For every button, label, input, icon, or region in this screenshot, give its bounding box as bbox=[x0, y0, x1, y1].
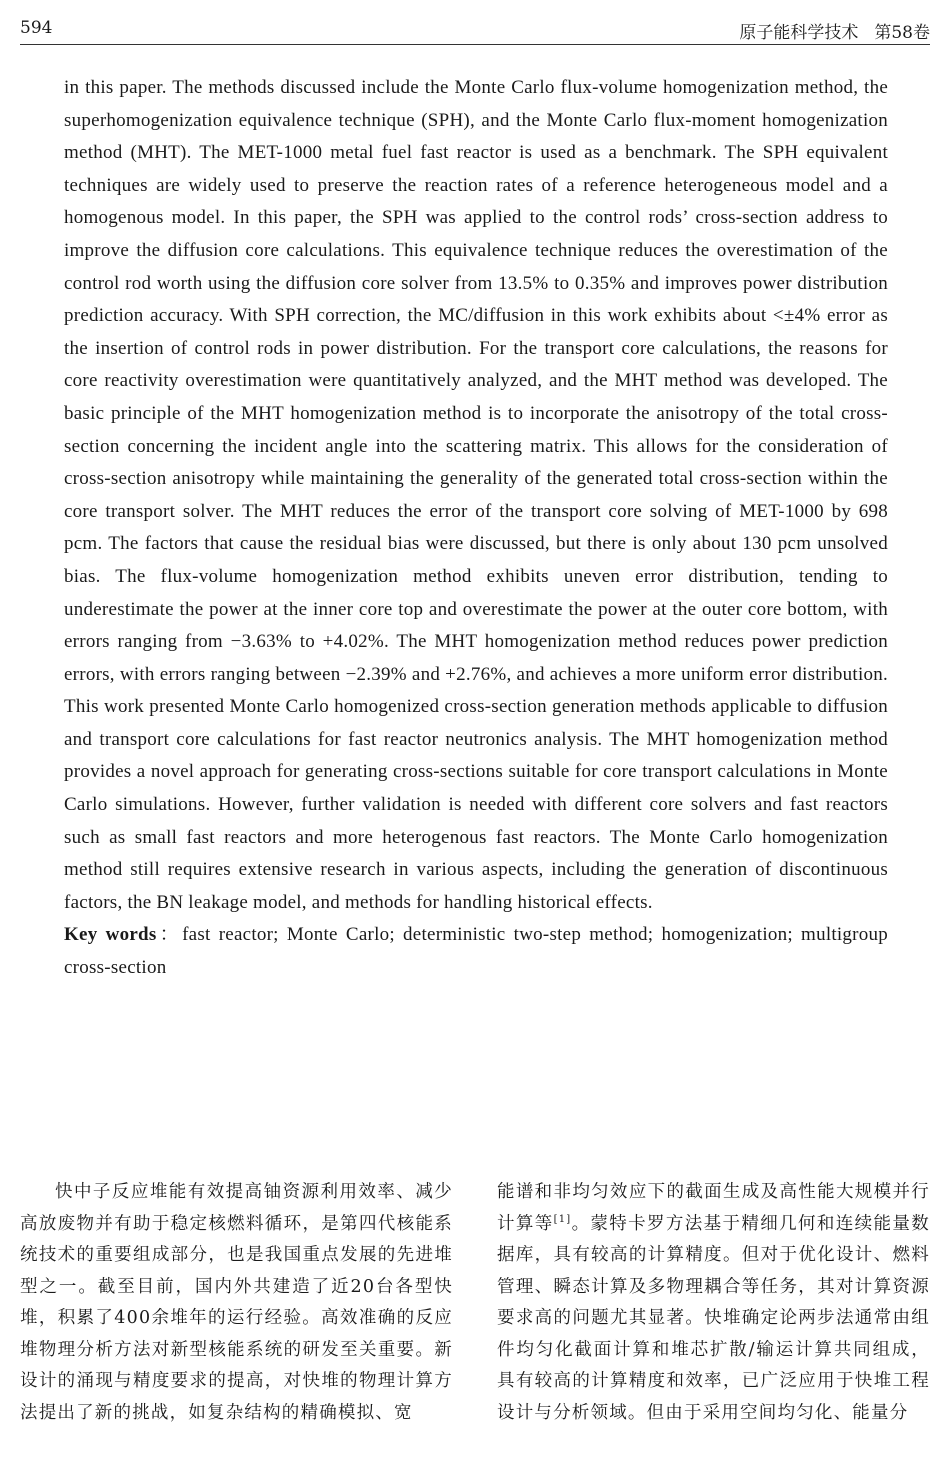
english-abstract bbox=[64, 72, 888, 985]
body-left-column bbox=[20, 1177, 453, 1429]
keywords bbox=[64, 919, 888, 984]
page-number: 594 bbox=[20, 18, 53, 38]
body-text: 。蒙特卡罗方法基于精细几何和连续能量数据库，具有较高的计算精度。但对于优化设计、燃料管理、瞬态计算及多物理耦合等任务，其对计算资源要求高的问题尤其显著。快堆确定论两步法通常由组件均匀化截面计算和堆芯扩散/输运计算共同组成，具有较高的计算精度和效率，已广泛应用于快堆工程设计与分析领域。但由于采用空间均匀化、能量分 bbox=[497, 1213, 930, 1423]
citation-ref[interactable]: [1] bbox=[553, 1213, 572, 1225]
body-paragraph-continued bbox=[497, 1177, 930, 1429]
abstract-text: in this paper. The methods discussed include the Monte Carlo flux-volume homogenization method, the superhomogenization equivalence technique (SPH), and the Monte Carlo flux-moment homogenization method (MHT). The MET-1000 metal fuel fast reactor is used as a benchmark. The SPH equivalent techniques are widely used to preserve the reaction rates of a reference heterogeneous model and a homogenous model. In this paper, the SPH was applied to the control rods’ cross-section address to improve the diffusion core calculations. This equivalence technique reduces the overestimation of the control rod worth using the diffusion core solver from 13.5% to 0.35% and improves power distribution prediction accuracy. With SPH correction, the MC/diffusion in this work exhibits about <±4% error as the insertion of control rods in power distribution. For the transport core calculations, the reasons for core reactivity overestimation were quantitatively analyzed, and the MHT method was developed. The basic principle of the MHT homogenization method is to incorporate the anisotropy of the total cross-section concerning the incident angle into the scattering matrix. This allows for the consideration of cross-section anisotropy while maintaining the generality of the generated total cross-section within the core transport solver. The MHT reduces the error of the transport core solving of MET-1000 by 698 pcm. The factors that cause the residual bias were discussed, but there is only about 130 pcm unsolved bias. The flux-volume homogenization method exhibits uneven error distribution, tending to underestimate the power at the inner core top and overestimate the power at the outer core bottom, with errors ranging from −3.63% to +4.02%. The MHT homogenization method reduces power prediction errors, with errors ranging between −2.39% and +2.76%, and achieves a more uniform error distribution. This work presented Monte Carlo homogenized cross-section generation methods applicable to diffusion and transport core calculations for fast reactor neutronics analysis. The MHT homogenization method provides a novel approach for generating cross-sections suitable for core transport calculations in Monte Carlo simulations. However, further validation is needed with different core solvers and fast reactors such as small fast reactors and more heterogenous fast reactors. The Monte Carlo homogenization method still requires extensive research in various aspects, including the generation of discontinuous factors, the BN leakage model, and methods for handling historical effects. bbox=[64, 77, 888, 913]
keywords-label: Key words bbox=[64, 924, 157, 946]
body-right-column bbox=[497, 1177, 930, 1429]
journal-name: 原子能科学技术 bbox=[739, 23, 859, 43]
running-header bbox=[20, 16, 930, 45]
body-text: 能谱和非均匀效应下的截面生成及高性能大规模并行计算等 bbox=[497, 1182, 930, 1234]
keywords-separator: ： bbox=[156, 924, 183, 946]
volume-label: 第58卷 bbox=[874, 23, 930, 43]
journal-info bbox=[739, 18, 930, 43]
keywords-text: fast reactor; Monte Carlo; deterministic two-step method; homogenization; multigroup cross-section bbox=[64, 924, 888, 979]
body-paragraph: 快中子反应堆能有效提高铀资源利用效率、减少高放废物并有助于稳定核燃料循环，是第四代核能系统技术的重要组成部分，也是我国重点发展的先进堆型之一。截至目前，国内外共建造了近20台各型快堆，积累了400余堆年的运行经验。高效准确的反应堆物理分析方法对新型核能系统的研发至关重要。新设计的涌现与精度要求的提高，对快堆的物理计算方法提出了新的挑战，如复杂结构的精确模拟、宽 bbox=[20, 1182, 453, 1423]
